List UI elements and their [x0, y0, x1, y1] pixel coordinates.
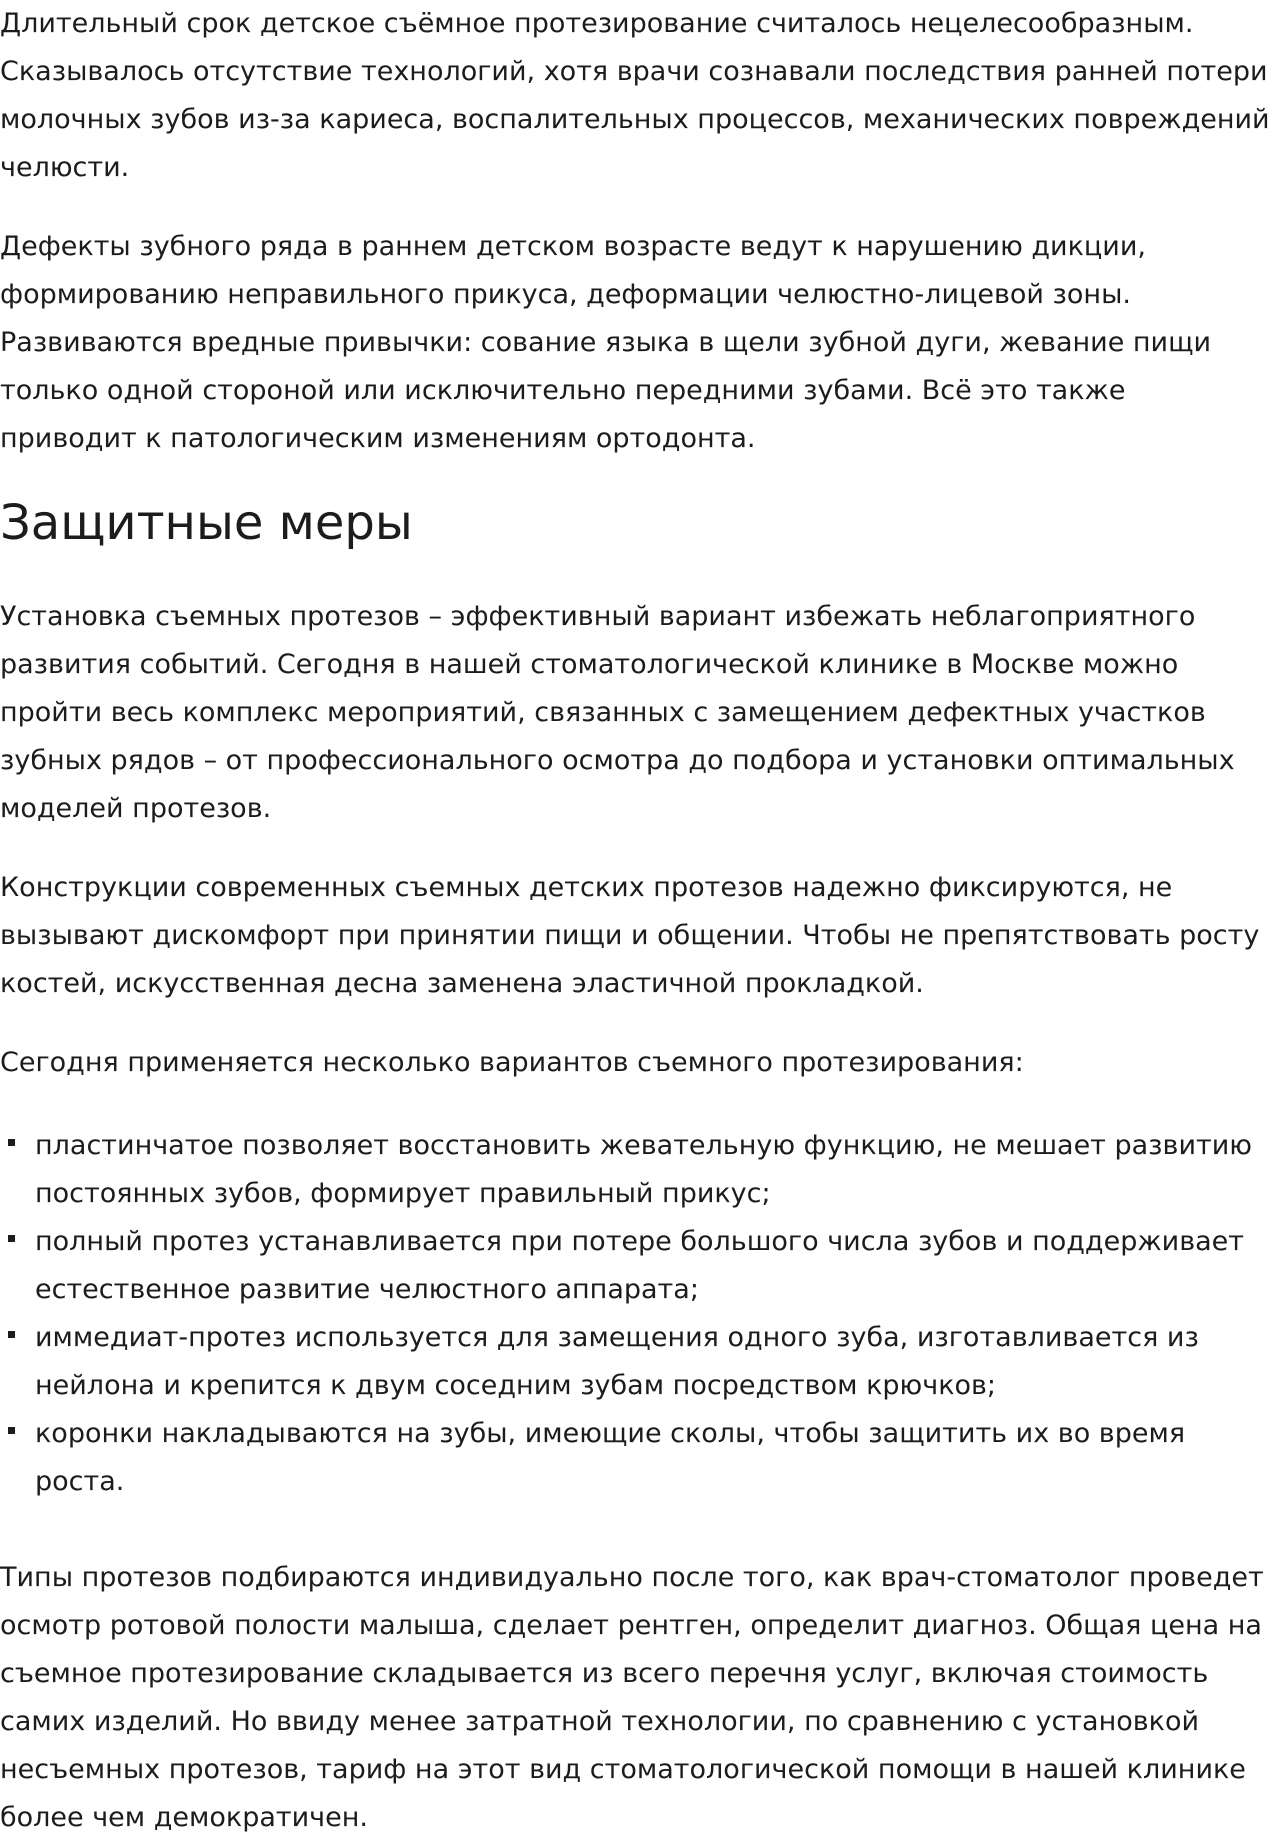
- intro-paragraph-1: Длительный срок детское съёмное протезирование считалось нецелесообразным. Сказывалось отсутствие технологий, хотя врачи сознавали последствия ранней потери молочных зубов из-за кариеса, воспалительных процессов, механических повреждений челюсти.: [0, 8, 1270, 183]
- list-item-text: иммедиат-протез используется для замещения одного зуба, изготавливается из нейлона и крепится к двум соседним зубам посредством крючков;: [35, 1321, 1199, 1401]
- square-bullet-icon: [8, 1139, 15, 1146]
- list-item-plate-prosthesis: [35, 1122, 1270, 1218]
- intro-paragraph-2: Дефекты зубного ряда в раннем детском возрасте ведут к нарушению дикции, формированию неправильного прикуса, деформации челюстно-лицевой зоны. Развиваются вредные привычки: сование языка в щели зубной дуги, жевание пищи только одной стороной или исключительно передними зубами. Всё это также приводит к патологическим изменениям ортодонта.: [0, 231, 1212, 454]
- prosthetics-options-list: [0, 1122, 1270, 1506]
- body-paragraph-2: Конструкции современных съемных детских протезов надежно фиксируются, не вызывают дискомфорт при принятии пищи и общении. Чтобы не препятствовать росту костей, искусственная десна заменена эластичной прокладкой.: [0, 871, 1260, 999]
- square-bullet-icon: [8, 1427, 15, 1434]
- closing-paragraph: Типы протезов подбираются индивидуально после того, как врач-стоматолог проведет осмотр ротовой полости малыша, сделает рентген, определит диагноз. Общая цена на съемное протезирование складывается из всего перечня услуг, включая стоимость самих изделий. Но ввиду менее затратной технологии, по сравнению с установкой несъемных протезов, тариф на этот вид стоматологической помощи в нашей клинике более чем демократичен.: [0, 1561, 1264, 1833]
- square-bullet-icon: [8, 1235, 15, 1242]
- list-item-immediate-prosthesis: [35, 1314, 1270, 1410]
- list-item-crowns: [35, 1410, 1270, 1506]
- section-heading-protective-measures: Защитные меры: [0, 495, 413, 551]
- list-item-text: пластинчатое позволяет восстановить жевательную функцию, не мешает развитию постоянных зубов, формирует правильный прикус;: [35, 1129, 1252, 1209]
- list-item-text: коронки накладываются на зубы, имеющие сколы, чтобы защитить их во время роста.: [35, 1417, 1186, 1497]
- square-bullet-icon: [8, 1331, 15, 1338]
- list-lead-paragraph: Сегодня применяется несколько вариантов съемного протезирования:: [0, 1046, 1024, 1078]
- list-item-text: полный протез устанавливается при потере большого числа зубов и поддерживает естественное развитие челюстного аппарата;: [35, 1225, 1245, 1305]
- body-paragraph-1: Установка съемных протезов – эффективный вариант избежать неблагоприятного развития событий. Сегодня в нашей стоматологической клинике в Москве можно пройти весь комплекс мероприятий, связанных с замещением дефектных участков зубных рядов – от профессионального осмотра до подбора и установки оптимальных моделей протезов.: [0, 600, 1235, 824]
- list-item-full-prosthesis: [35, 1218, 1270, 1314]
